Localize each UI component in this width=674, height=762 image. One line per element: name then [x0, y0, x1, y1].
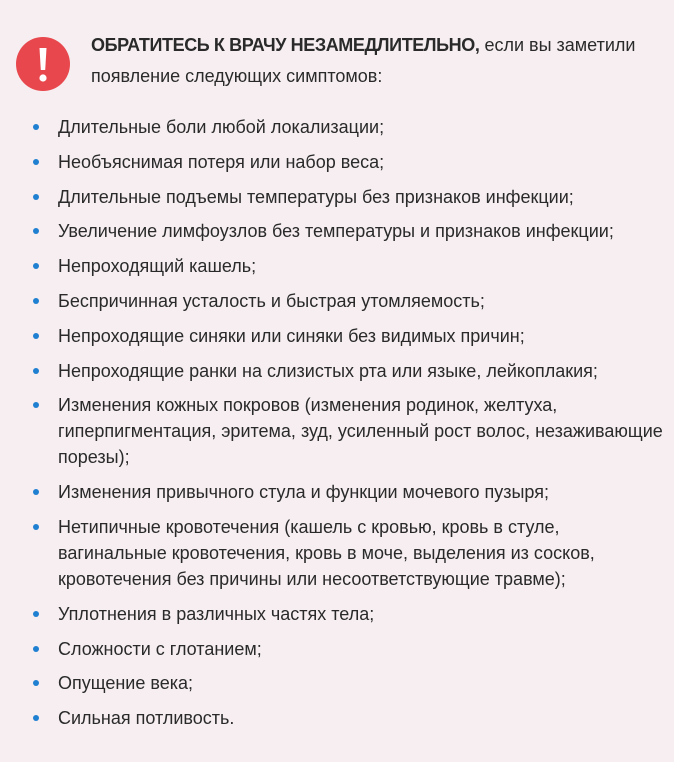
- symptom-text: Нетипичные кровотечения (кашель с кровью, кровь в стуле, вагинальные кровотечения, кровь в моче, выделения из сосков, кровотечения без причины или несоответствующие травме);: [58, 516, 595, 589]
- symptom-item: [33, 636, 663, 662]
- symptom-item: [33, 601, 663, 627]
- symptom-text: Беспричинная усталость и быстрая утомляемость;: [58, 290, 485, 311]
- bullet-icon: [33, 402, 39, 408]
- bullet-icon: [33, 228, 39, 234]
- symptom-item: [33, 184, 663, 210]
- symptom-item: [33, 323, 663, 349]
- symptom-item: [33, 253, 663, 279]
- bullet-icon: [33, 524, 39, 530]
- bullet-icon: [33, 333, 39, 339]
- symptom-item: [33, 218, 663, 244]
- symptom-item: [33, 288, 663, 314]
- alert-body-text: если вы заметили появление следующих симптомов:: [91, 35, 636, 86]
- alert-strong-text: ОБРАТИТЕСЬ К ВРАЧУ НЕЗАМЕДЛИТЕЛЬНО,: [91, 35, 480, 55]
- symptom-text: Непроходящие синяки или синяки без видимых причин;: [58, 325, 525, 346]
- symptom-text: Длительные подъемы температуры без признаков инфекции;: [58, 186, 574, 207]
- symptom-item: [33, 705, 663, 731]
- symptom-text: Увеличение лимфоузлов без температуры и признаков инфекции;: [58, 221, 614, 242]
- bullet-icon: [33, 194, 39, 200]
- symptom-text: Опущение века;: [58, 673, 194, 694]
- bullet-icon: [33, 368, 39, 374]
- symptom-item: [33, 358, 663, 384]
- symptom-item: [33, 392, 663, 470]
- bullet-icon: [33, 298, 39, 304]
- bullet-icon: [33, 124, 39, 130]
- symptom-item: [33, 149, 663, 175]
- symptom-item: [33, 514, 663, 592]
- bullet-icon: [33, 489, 39, 495]
- bullet-icon: [33, 680, 39, 686]
- symptom-text: Непроходящие ранки на слизистых рта или языке, лейкоплакия;: [58, 360, 598, 381]
- symptom-item: [33, 670, 663, 696]
- symptom-text: Сложности с глотанием;: [58, 638, 262, 659]
- alert-message: [91, 30, 651, 92]
- symptom-item: [33, 479, 663, 505]
- symptom-item: [33, 114, 663, 140]
- symptom-text: Изменения привычного стула и функции мочевого пузыря;: [58, 482, 549, 503]
- bullet-icon: [33, 646, 39, 652]
- symptom-text: Непроходящий кашель;: [58, 256, 257, 277]
- bullet-icon: [33, 159, 39, 165]
- symptom-list: [33, 114, 663, 740]
- symptom-text: Уплотнения в различных частях тела;: [58, 603, 375, 624]
- symptom-text: Необъяснимая потеря или набор веса;: [58, 151, 385, 172]
- symptom-text: Сильная потливость.: [58, 708, 235, 729]
- bullet-icon: [33, 715, 39, 721]
- symptom-text: Изменения кожных покровов (изменения родинок, желтуха, гиперпигментация, эритема, зуд, усиленный рост волос, незаживающие порезы);: [58, 395, 663, 468]
- bullet-icon: [33, 611, 39, 617]
- exclamation-icon: [16, 37, 70, 91]
- symptom-text: Длительные боли любой локализации;: [58, 117, 385, 137]
- bullet-icon: [33, 263, 39, 269]
